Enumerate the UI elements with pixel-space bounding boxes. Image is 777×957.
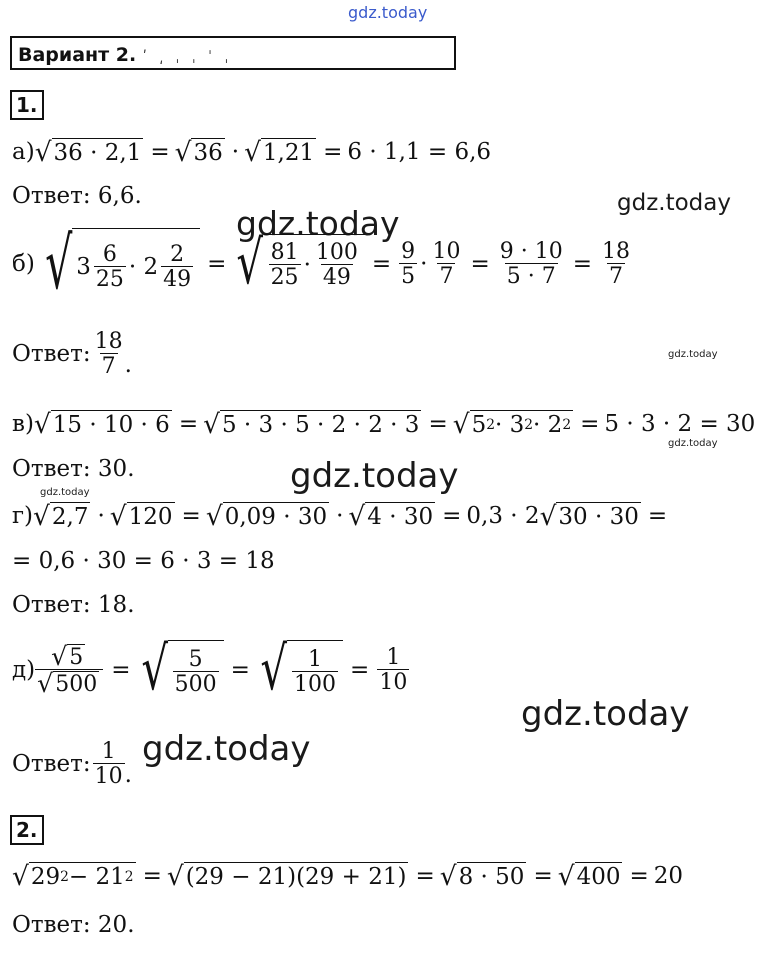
answer-task2: Ответ: 20. [12,912,135,938]
sqrt: √ 1,21 [244,136,315,168]
watermark: gdz.today [521,694,690,734]
task1-c-equation: в) √ 15 · 10 · 6 = √ 5 · 3 · 5 · 2 · 2 · 3 = √ 5 2 · 3 2 · 2 2 = 5 · 3 · 2 = 30 [12,408,756,440]
answer-c: Ответ: 30. [12,456,135,482]
sqrt: √ 36 · 2,1 [34,136,142,168]
watermark: gdz.today [668,438,718,449]
item-label: г) [12,503,34,529]
item-label: д) [12,656,36,683]
task1-e-equation: д) √ 5 √ 500 = √ $\frac{5}{500}$ = √ $\frac{1}{100}$ = $\frac{1}{10}$ [12,634,408,704]
item-label: б) [12,250,35,277]
answer-e: Ответ: $\frac{1}{10}$ . [12,739,132,790]
answer-a: Ответ: 6,6. [12,183,142,209]
scribble-mark: ʹ ͵ ˌ ˌ ˈ ˌ [142,49,233,65]
item-label: в) [12,411,34,437]
watermark: gdz.today [617,190,731,216]
task1-d-line2: = 0,6 · 30 = 6 · 3 = 18 [12,548,275,574]
watermark: gdz.today [142,729,311,769]
watermark-top: gdz.today [348,3,428,22]
task-number-1: 1. [10,90,44,120]
item-label: а) [12,139,35,165]
variant-title: Вариант 2. [18,44,137,66]
answer-d: Ответ: 18. [12,592,135,618]
watermark: gdz.today [236,204,400,243]
variant-header [10,36,456,70]
task1-d-equation: г) √ 2,7 · √ 120 = √ 0,09 · 30 · √ 4 · 30 = 0,3 · 2 √ 30 · 30 = [12,500,668,532]
watermark: gdz.today [40,487,90,498]
task1-a-equation: а) √ 36 · 2,1 = √ 36 · √ 1,21 = 6 · 1,1 = 6,6 [12,136,492,168]
watermark: gdz.today [668,349,718,360]
watermark: gdz.today [290,456,459,496]
sqrt: √ 36 [174,136,223,168]
task1-b-equation: б) √ 3 $\frac{6}{25}$ · 2 $\frac{2}{49}$ = √ $\frac{81}{25}$ · $\frac{100}{49}$ = $\frac{9}{5}$ · $\frac{10}{7}$ = $\frac{9 \cdot 10}{5 \cdot 7}$ = $\frac{18}{7}$ [12,222,631,305]
answer-b: Ответ: $\frac{18}{7}$ . [12,329,132,380]
task2-equation: √ 29 2 − 21 2 = √ (29 − 21)(29 + 21) = √ 8 · 50 = √ 400 = 20 [12,860,684,892]
task-number-2: 2. [10,815,44,845]
